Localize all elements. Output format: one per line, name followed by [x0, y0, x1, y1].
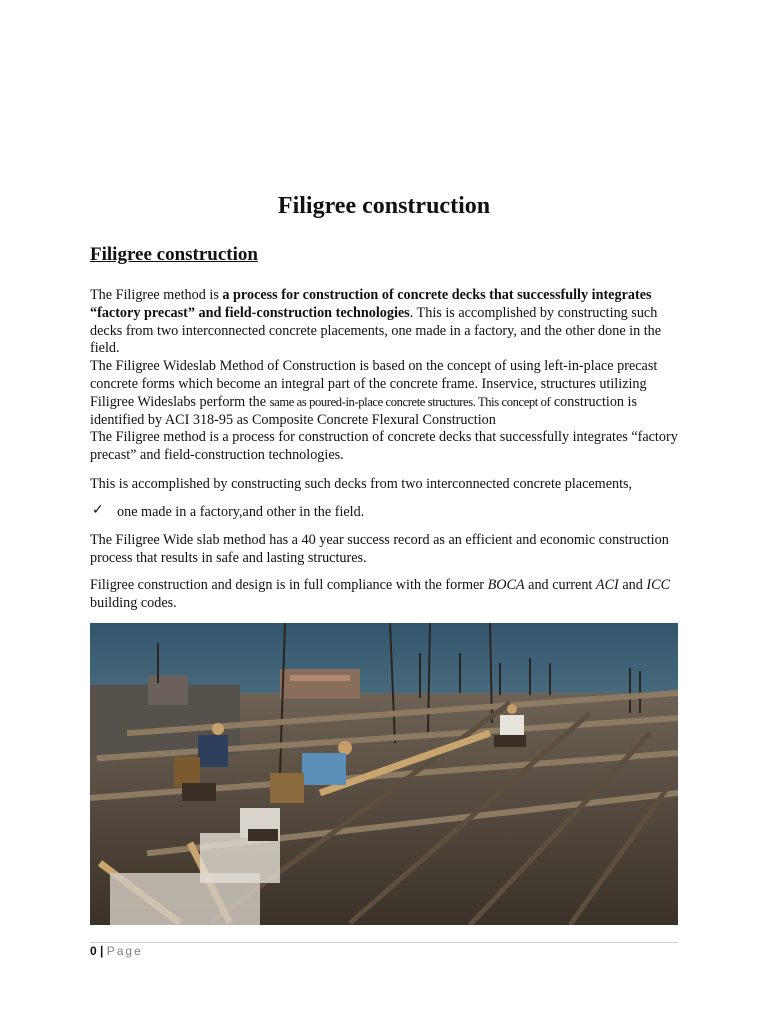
paragraph-record [90, 532, 680, 568]
photo-illustration [90, 623, 678, 925]
intro-paragraph-1 [90, 287, 680, 358]
text-run: construction is identified by ACI 318-95 as Composite Concrete Flexural Construction [90, 393, 638, 428]
paragraph-text: This is accomplished by constructing such decks from two interconnected concrete placements, [90, 476, 633, 492]
text-run: The Filigree method is [90, 287, 223, 303]
italic-code-name: ACI [595, 577, 619, 593]
footer-separator: | [96, 944, 107, 958]
text-run: and current [524, 577, 596, 593]
checklist-item-text: one made in a factory,and other in the field. [117, 504, 365, 520]
text-run: and [618, 577, 647, 593]
text-run: . This is accomplished by constructing such decks from two interconnected concrete placements, one made in a factory, and the other done in the field. [90, 304, 662, 357]
italic-code-name: ICC [646, 577, 671, 593]
construction-site-photo [90, 623, 678, 925]
paragraph-codes [90, 577, 680, 613]
paragraph-text: The Filigree Wide slab method has a 40 year success record as an efficient and economic construction process that results in safe and lasting structures. [90, 532, 669, 566]
italic-code-name: BOCA [487, 577, 525, 593]
checklist-item [117, 504, 707, 522]
intro-paragraphs [90, 287, 680, 465]
page-label: Page [106, 944, 143, 958]
document-title: Filigree construction [277, 193, 491, 219]
page-footer [90, 944, 143, 958]
paragraph-text [90, 577, 680, 613]
text-run: The Filigree Wideslab Method of Construction is based on the concept of using left-in-place precast concrete forms which become an integral part of the concrete frame. Inservice, structures utilizing Filigree Wideslabs perform the [90, 358, 658, 410]
paragraph-accomplished [90, 476, 680, 494]
compressed-text-run: same as poured-in-place concrete structures. This concept of [269, 394, 551, 409]
checkmark-icon: ✓ [92, 502, 104, 518]
intro-paragraph-2 [90, 358, 680, 429]
bold-text-run: a process for construction of concrete decks that successfully integrates “factory precast” and field-construction technologies [90, 287, 652, 321]
text-run: building codes. [90, 594, 177, 611]
intro-paragraph-3: The Filigree method is a process for construction of concrete decks that successfully integrates “factory precast” and field-construction technologies. [90, 429, 678, 464]
text-run: Filigree construction and design is in full compliance with the former [90, 577, 488, 593]
page-number: 0 [90, 944, 97, 958]
footer-divider [90, 942, 678, 943]
section-heading: Filigree construction [90, 244, 258, 265]
